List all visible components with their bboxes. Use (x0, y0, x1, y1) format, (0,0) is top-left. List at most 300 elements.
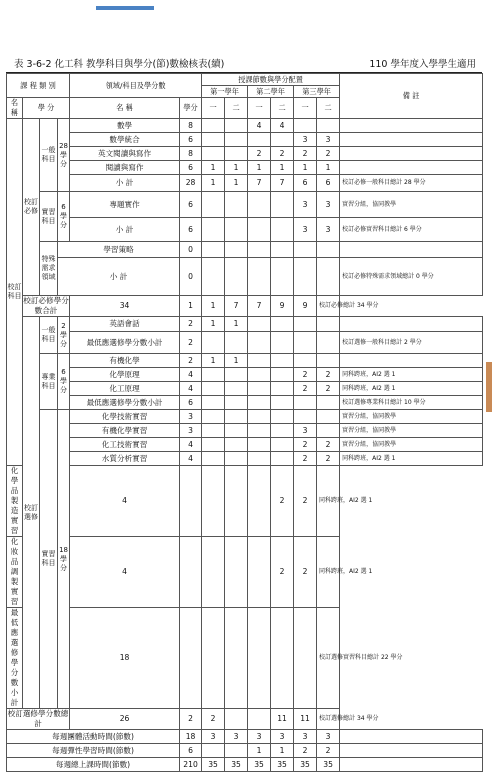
semester-cell: 7 (225, 296, 248, 317)
semester-cell: 2 (271, 537, 294, 608)
semester-cell (202, 382, 225, 396)
row-name: 有機化學實習 (70, 424, 180, 438)
table-header-line (14, 58, 476, 72)
semester-cell (225, 258, 248, 296)
semester-cell: 1 (202, 175, 225, 192)
header-year1: 第一學年 (202, 86, 248, 98)
table-row (7, 354, 483, 368)
table-row (7, 296, 483, 317)
table-row (7, 242, 483, 258)
table-row (7, 758, 483, 772)
semester-cell: 3 (317, 218, 340, 242)
semester-cell: 3 (294, 730, 317, 744)
header-sem: 一 (248, 98, 271, 119)
table-row (7, 424, 483, 438)
semester-cell: 1 (202, 354, 225, 368)
semester-cell: 1 (202, 317, 225, 332)
semester-cell (317, 424, 340, 438)
row-name: 專題實作 (70, 192, 180, 218)
semester-cell (202, 192, 225, 218)
row-note: 同科跨班，AI2 選 1 (317, 537, 340, 608)
row-note: 同科跨班，AI2 選 1 (340, 368, 483, 382)
header-accent-bar (96, 6, 154, 10)
semester-cell (317, 396, 340, 410)
table-row (7, 317, 483, 332)
semester-cell: 1 (225, 175, 248, 192)
special-needs-label: 特殊需求領域 (40, 242, 58, 296)
semester-cell (248, 537, 271, 608)
semester-cell (225, 438, 248, 452)
table-row (7, 608, 483, 709)
row-credits: 6 (180, 133, 202, 147)
semester-cell: 3 (294, 133, 317, 147)
table-row (7, 133, 483, 147)
semester-cell: 11 (271, 709, 294, 730)
semester-cell (271, 452, 294, 466)
semester-cell: 35 (294, 758, 317, 772)
semester-cell: 35 (271, 758, 294, 772)
semester-cell (248, 317, 271, 332)
row-credits: 18 (180, 730, 202, 744)
semester-cell: 9 (294, 296, 317, 317)
row-note: 校訂必修特殊需求領域總計 0 學分 (340, 258, 483, 296)
semester-cell (271, 424, 294, 438)
row-name: 數學統合 (70, 133, 180, 147)
semester-cell (294, 119, 317, 133)
semester-cell: 2 (317, 438, 340, 452)
row-note (340, 730, 483, 744)
semester-cell: 3 (294, 218, 317, 242)
table-row (7, 218, 483, 242)
semester-cell (202, 410, 225, 424)
side-page-tab (486, 362, 492, 412)
semester-cell: 2 (317, 147, 340, 161)
table-row (7, 382, 483, 396)
semester-cell (225, 382, 248, 396)
semester-cell (225, 192, 248, 218)
row-note (340, 119, 483, 133)
table-row (7, 161, 483, 175)
row-name: 學習策略 (58, 242, 180, 258)
row-credits: 8 (180, 147, 202, 161)
row-name: 有機化學 (70, 354, 180, 368)
row-name: 英文閱讀與寫作 (70, 147, 180, 161)
semester-cell: 1 (180, 296, 202, 317)
semester-cell (271, 382, 294, 396)
semester-cell (248, 258, 271, 296)
school-required-label: 校訂必修 (23, 119, 40, 296)
row-credits: 3 (180, 424, 202, 438)
semester-cell (248, 332, 271, 354)
semester-cell (202, 258, 225, 296)
semester-cell (317, 242, 340, 258)
semester-cell (271, 332, 294, 354)
semester-cell (271, 438, 294, 452)
row-note: 同科跨班，AI2 選 1 (317, 466, 340, 537)
semester-cell: 1 (202, 296, 225, 317)
table-row (7, 537, 483, 608)
table-row (7, 466, 483, 537)
row-note: 實習分組，協同教學 (340, 410, 483, 424)
row-name: 校訂必修學分數合計 (23, 296, 69, 315)
header-year3: 第三學年 (294, 86, 340, 98)
semester-cell: 7 (248, 296, 271, 317)
semester-cell (248, 133, 271, 147)
semester-cell (225, 424, 248, 438)
table-row (7, 147, 483, 161)
school-subjects-label: 校訂科目 (7, 119, 23, 466)
semester-cell: 7 (248, 175, 271, 192)
row-note (340, 161, 483, 175)
table-row (7, 410, 483, 424)
row-name: 小 計 (70, 218, 180, 242)
row-credits: 4 (180, 452, 202, 466)
semester-cell (248, 368, 271, 382)
semester-cell (271, 192, 294, 218)
semester-cell (271, 410, 294, 424)
semester-cell (248, 452, 271, 466)
semester-cell (202, 452, 225, 466)
semester-cell (271, 133, 294, 147)
row-note (340, 354, 483, 368)
semester-cell: 1 (225, 161, 248, 175)
header-sem: 二 (271, 98, 294, 119)
semester-cell (271, 608, 294, 709)
semester-cell (180, 466, 202, 537)
semester-cell: 1 (271, 161, 294, 175)
row-name: 水質分析實習 (70, 452, 180, 466)
row-credits: 6 (180, 218, 202, 242)
semester-cell (225, 133, 248, 147)
semester-cell (225, 537, 248, 608)
semester-cell: 1 (248, 744, 271, 758)
semester-cell: 3 (317, 192, 340, 218)
professional-credits-label: 6學分 (58, 354, 70, 410)
semester-cell (225, 332, 248, 354)
semester-cell (294, 354, 317, 368)
semester-cell: 9 (271, 296, 294, 317)
semester-cell (317, 119, 340, 133)
table-row (7, 709, 483, 730)
semester-cell (225, 368, 248, 382)
header-sem: 一 (294, 98, 317, 119)
row-name: 化工技術實習 (70, 438, 180, 452)
semester-cell (202, 133, 225, 147)
semester-cell (294, 317, 317, 332)
row-credits: 0 (180, 242, 202, 258)
row-credits: 34 (70, 296, 180, 317)
semester-cell (202, 242, 225, 258)
row-name: 化妝品調製實習 (7, 537, 23, 608)
applies-to-label: 110 學年度入學學生適用 (369, 59, 476, 70)
row-credits: 2 (180, 354, 202, 368)
semester-cell (202, 537, 225, 608)
semester-cell: 2 (317, 452, 340, 466)
semester-cell (248, 354, 271, 368)
table-row (7, 368, 483, 382)
semester-cell: 35 (225, 758, 248, 772)
row-name: 每週團體活動時間(節數) (7, 730, 180, 744)
semester-cell: 6 (294, 175, 317, 192)
semester-cell (202, 438, 225, 452)
table-row (7, 396, 483, 410)
row-credits: 4 (180, 368, 202, 382)
school-elective-label: 校訂選修 (23, 317, 40, 709)
semester-cell: 2 (294, 147, 317, 161)
row-name: 化學原理 (70, 368, 180, 382)
row-note (340, 242, 483, 258)
general-credits-label: 28學分 (58, 119, 70, 192)
row-credits: 18 (70, 608, 180, 709)
semester-cell (248, 466, 271, 537)
row-note: 校訂選修實習科目總計 22 學分 (317, 608, 340, 709)
practical-credits-label: 6學分 (58, 192, 70, 242)
semester-cell (225, 452, 248, 466)
semester-cell: 3 (317, 133, 340, 147)
semester-cell: 4 (271, 119, 294, 133)
row-credits: 6 (180, 744, 202, 758)
semester-cell (294, 332, 317, 354)
row-credits: 4 (70, 537, 180, 608)
row-note (340, 147, 483, 161)
header-name: 名 稱 (7, 98, 23, 119)
semester-cell (248, 424, 271, 438)
table-row (7, 438, 483, 452)
header-category: 課 程 類 別 (7, 74, 70, 98)
semester-cell: 2 (271, 466, 294, 537)
semester-cell (248, 410, 271, 424)
semester-cell (225, 466, 248, 537)
row-name: 小 計 (70, 175, 180, 192)
table-row (7, 332, 483, 354)
row-note: 同科跨班，AI2 選 1 (340, 452, 483, 466)
semester-cell: 35 (202, 758, 225, 772)
semester-cell: 2 (294, 744, 317, 758)
semester-cell (248, 396, 271, 410)
table-title: 表 3-6-2 化工科 教學科目與學分(節)數檢核表(續) (14, 59, 225, 70)
semester-cell: 35 (248, 758, 271, 772)
semester-cell: 2 (294, 452, 317, 466)
semester-cell (248, 242, 271, 258)
credit-check-table (6, 73, 483, 772)
semester-cell (202, 147, 225, 161)
row-credits: 210 (180, 758, 202, 772)
row-credits: 6 (180, 396, 202, 410)
table-row (7, 744, 483, 758)
header-year2: 第二學年 (248, 86, 294, 98)
semester-cell (202, 119, 225, 133)
semester-cell (225, 119, 248, 133)
semester-cell: 1 (225, 317, 248, 332)
row-note (340, 317, 483, 332)
header-schedule: 授課節數與學分配置 (202, 74, 340, 86)
header-domain: 領域/科目及學分數 (70, 74, 202, 98)
semester-cell: 1 (294, 161, 317, 175)
row-credits: 8 (180, 119, 202, 133)
row-credits: 4 (180, 382, 202, 396)
general-elective-credits-label: 2學分 (58, 317, 70, 354)
semester-cell: 1 (225, 354, 248, 368)
row-note: 同科跨班，AI2 選 1 (340, 382, 483, 396)
semester-cell (317, 332, 340, 354)
row-note: 校訂必修總計 34 學分 (317, 296, 340, 317)
row-credits: 28 (180, 175, 202, 192)
row-name: 最低應選修學分數小計 (70, 396, 180, 410)
semester-cell: 7 (271, 175, 294, 192)
row-note: 實習分組，協同教學 (340, 424, 483, 438)
general-elective-label: 一般科目 (40, 317, 58, 354)
row-name: 閱讀與寫作 (70, 161, 180, 175)
semester-cell (225, 410, 248, 424)
row-note: 校訂選修專業科目總計 10 學分 (340, 396, 483, 410)
table-row (7, 258, 483, 296)
semester-cell: 3 (248, 730, 271, 744)
semester-cell (248, 438, 271, 452)
semester-cell (202, 368, 225, 382)
table-row (7, 730, 483, 744)
header-name-2: 名 稱 (70, 98, 180, 119)
semester-cell (248, 382, 271, 396)
semester-cell (317, 317, 340, 332)
semester-cell: 2 (294, 438, 317, 452)
semester-cell (202, 466, 225, 537)
row-name: 每週彈性學習時間(節數) (7, 744, 180, 758)
semester-cell: 2 (294, 537, 317, 608)
semester-cell (202, 396, 225, 410)
semester-cell: 11 (294, 709, 317, 730)
row-name: 英語會話 (70, 317, 180, 332)
semester-cell: 1 (248, 161, 271, 175)
semester-cell (248, 192, 271, 218)
row-note: 校訂選修一般科目總計 2 學分 (340, 332, 483, 354)
row-note (340, 758, 483, 772)
row-name: 最低應選修學分數小計 (7, 608, 23, 709)
semester-cell (225, 396, 248, 410)
semester-cell: 35 (317, 758, 340, 772)
semester-cell (180, 608, 202, 709)
header-credits: 學 分 (23, 98, 70, 119)
row-note: 校訂選修總計 34 學分 (317, 709, 340, 730)
semester-cell: 4 (248, 119, 271, 133)
row-name: 化學品製造實習 (7, 466, 23, 537)
semester-cell: 2 (294, 368, 317, 382)
row-name: 每週總上課時間(節數) (7, 758, 180, 772)
semester-cell: 2 (317, 744, 340, 758)
semester-cell (225, 242, 248, 258)
semester-cell: 2 (180, 709, 202, 730)
row-credits: 4 (180, 438, 202, 452)
row-note (340, 133, 483, 147)
semester-cell (271, 258, 294, 296)
semester-cell: 3 (294, 192, 317, 218)
row-name: 校訂選修學分數總計 (7, 709, 69, 728)
semester-cell: 2 (317, 382, 340, 396)
header-sem: 二 (225, 98, 248, 119)
row-note: 校訂必修一般科目總計 28 學分 (340, 175, 483, 192)
row-name: 小 計 (58, 258, 180, 296)
semester-cell (202, 218, 225, 242)
table-row (7, 175, 483, 192)
semester-cell: 2 (294, 466, 317, 537)
semester-cell (225, 709, 248, 730)
row-credits: 6 (180, 192, 202, 218)
row-credits: 6 (180, 161, 202, 175)
header-credits-2: 學分 (180, 98, 202, 119)
row-name: 最低應選修學分數小計 (70, 332, 180, 354)
semester-cell (317, 410, 340, 424)
practical-subjects-label: 實習科目 (40, 192, 58, 242)
row-credits: 2 (180, 332, 202, 354)
row-name: 數學 (70, 119, 180, 133)
semester-cell (202, 424, 225, 438)
semester-cell (271, 317, 294, 332)
semester-cell (225, 744, 248, 758)
semester-cell: 3 (202, 730, 225, 744)
row-note: 實習分組，協同教學 (340, 438, 483, 452)
semester-cell (225, 608, 248, 709)
semester-cell: 3 (294, 424, 317, 438)
row-note (340, 744, 483, 758)
practical-elective-credits-label: 18學分 (58, 410, 70, 709)
semester-cell (225, 147, 248, 161)
table-row (7, 119, 483, 133)
semester-cell (271, 242, 294, 258)
row-name: 化學技術實習 (70, 410, 180, 424)
semester-cell: 2 (202, 709, 225, 730)
row-credits: 3 (180, 410, 202, 424)
row-credits: 4 (70, 466, 180, 537)
table-row (7, 192, 483, 218)
semester-cell: 3 (225, 730, 248, 744)
semester-cell: 1 (317, 161, 340, 175)
semester-cell (248, 709, 271, 730)
semester-cell (294, 258, 317, 296)
semester-cell (225, 218, 248, 242)
semester-cell (202, 332, 225, 354)
row-credits: 26 (70, 709, 180, 730)
header-sem: 一 (202, 98, 225, 119)
header-row-1 (7, 74, 483, 86)
table-row (7, 452, 483, 466)
semester-cell: 2 (248, 147, 271, 161)
semester-cell (202, 744, 225, 758)
semester-cell (248, 218, 271, 242)
semester-cell (294, 410, 317, 424)
semester-cell: 3 (317, 730, 340, 744)
semester-cell: 2 (294, 382, 317, 396)
general-subjects-label: 一般科目 (40, 119, 58, 192)
semester-cell: 2 (317, 368, 340, 382)
row-name: 化工原理 (70, 382, 180, 396)
semester-cell (294, 242, 317, 258)
semester-cell (317, 258, 340, 296)
semester-cell: 2 (271, 147, 294, 161)
header-remarks: 備 註 (340, 74, 483, 119)
semester-cell (294, 396, 317, 410)
semester-cell: 6 (317, 175, 340, 192)
row-note: 校訂必修實習科目總計 6 學分 (340, 218, 483, 242)
professional-subjects-label: 專業科目 (40, 354, 58, 410)
semester-cell (248, 608, 271, 709)
row-credits: 0 (180, 258, 202, 296)
semester-cell (271, 368, 294, 382)
semester-cell: 1 (271, 744, 294, 758)
row-credits: 2 (180, 317, 202, 332)
semester-cell: 3 (271, 730, 294, 744)
semester-cell (271, 218, 294, 242)
row-note: 實習分組，協同教學 (340, 192, 483, 218)
semester-cell (271, 396, 294, 410)
